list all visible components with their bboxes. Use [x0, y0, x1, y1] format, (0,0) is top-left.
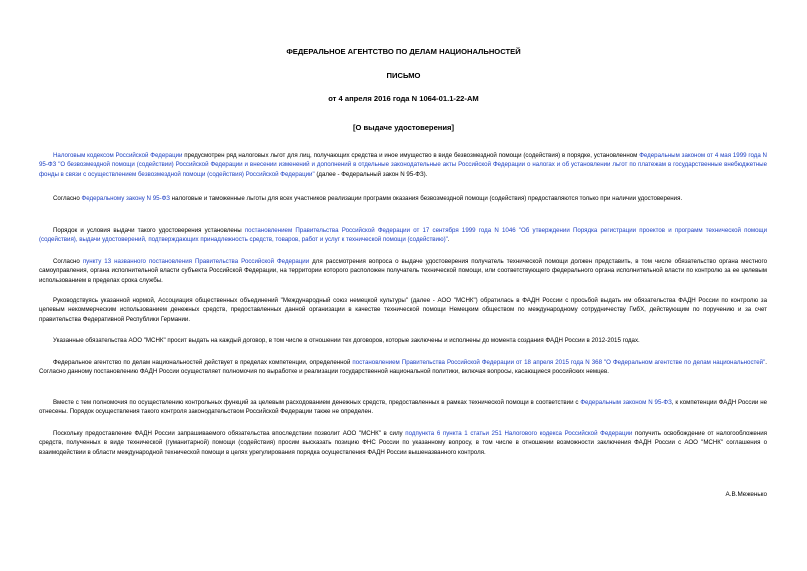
- paragraph-text: Руководствуясь указанной нормой, Ассоциация общественных объединений "Международный союз немецкой культуры" (далее - АОО "МСНК") обратилась в ФАДН России с просьбой выдать им обязательства ФАДН России по контролю за целевым некоммерческим использованием денежных средств, предоставленных данной организации в качестве технической помощи Немецким обществом по международному сотрудничеству ГмбХ, действующим по поручению и за счет правительства Федеративной Республики Германии.: [39, 297, 767, 323]
- paragraph-text: , к компетенции ФАДН России не отнесены. Порядок осуществления такого контроля законодательством Российской Федерации также не определен.: [39, 399, 768, 416]
- link-tax-code[interactable]: Налоговым кодексом Российской Федерации: [53, 152, 183, 159]
- paragraph-text: Согласно: [53, 258, 83, 265]
- paragraph-text: для рассмотрения вопроса о выдаче удостоверения получатель технической помощи должен представить, в том числе обязательство органа местного самоуправления, органа исполнительной власти субъекта Российской Федерации, на территории которого расположен получатель технической помощи, или соответствующего федерального органа исполнительной власти по контролю за ее целевым использованием в пределах срока службы.: [39, 258, 767, 284]
- document-type: ПИСЬМО: [386, 71, 421, 80]
- paragraph-text: Указанные обязательства АОО "МСНК" просит выдать на каждый договор, в том числе в отношении тех договоров, которые заключены и исполнены до момента создания ФАДН России в 2012-2015 годах.: [53, 337, 640, 344]
- link-resolution-368[interactable]: постановлением Правительства Российской Федерации от 18 апреля 2015 года N 368 "О Федеральном агентстве по делам национальностей": [352, 359, 766, 366]
- paragraph-7: [39, 358, 767, 377]
- paragraph-3: [39, 226, 767, 245]
- paragraph-text: Порядок и условия выдачи такого удостоверения установлены: [53, 227, 245, 234]
- paragraph-4: [39, 257, 767, 285]
- agency-title: ФЕДЕРАЛЬНОЕ АГЕНТСТВО ПО ДЕЛАМ НАЦИОНАЛЬНОСТЕЙ: [286, 47, 521, 56]
- paragraph-9: [39, 429, 767, 457]
- paragraph-2: [39, 194, 767, 203]
- signature: А.В.Меженько: [725, 491, 767, 498]
- link-resolution-point-13[interactable]: пункту 13 названного постановления Правительства Российской Федерации: [82, 258, 310, 265]
- document-date-number: от 4 апреля 2016 года N 1064-01.1-22-АМ: [328, 94, 479, 103]
- paragraph-text: предусмотрен ряд налоговых льгот для лиц, получающих средства и иное имущество в виде безвозмездной помощи (содействия) в порядке, установленном: [182, 152, 640, 159]
- link-federal-law-95fz[interactable]: Федеральным законом N 95-ФЗ: [580, 399, 672, 406]
- paragraph-text: Поскольку предоставление ФАДН России запрашиваемого обязательства впоследствии позволит АОО "МСНК" в силу: [53, 430, 406, 437]
- paragraph-5: [39, 296, 767, 324]
- paragraph-text: . Согласно данному постановлению ФАДН России осуществляет полномочия по выработке и реализации государственной национальной политики, включая вопросы, касающиеся российских немцев.: [39, 359, 768, 376]
- link-federal-law-95fz[interactable]: Федеральным законом от 4 мая 1999 года N 95-ФЗ "О безвозмездной помощи (содействии) Российской Федерации и внесении изменений и дополнений в отдельные законодательные акты Российской Федерации о налогах и об установлении льгот по платежам в государственные внебюджетные фонды в связи с осуществлением безвозмездной помощи (содействия) Российской Федерации": [39, 152, 767, 178]
- paragraph-text: Согласно: [53, 195, 82, 202]
- paragraph-8: [39, 398, 767, 417]
- paragraph-text: Федеральное агентство по делам национальностей действует в пределах компетенции, определенной: [53, 359, 353, 366]
- paragraph-1: [39, 151, 767, 179]
- paragraph-text: (далее - Федеральный закон N 95-ФЗ).: [314, 170, 428, 178]
- link-tax-code-article-251[interactable]: подпункта 6 пункта 1 статьи 251 Налогового кодекса Российской Федерации: [405, 430, 633, 437]
- link-federal-law-95fz[interactable]: Федеральному закону N 95-ФЗ: [81, 195, 170, 202]
- paragraph-6: [39, 336, 767, 345]
- document-subject: [О выдаче удостоверения]: [352, 123, 455, 132]
- link-resolution-1046[interactable]: постановлением Правительства Российской Федерации от 17 сентября 1999 года N 1046 "Об утверждении Порядка регистрации проектов и программ технической помощи (содействия), выдачи удостоверений, подтверждающих принадлежность средств, товаров, работ и услуг к технической помощи (содействию)": [39, 227, 767, 244]
- paragraph-text: Вместе с тем полномочия по осуществлению контрольных функций за целевым расходованием денежных средств, предоставленных в рамках технической помощи в соответствии с: [53, 399, 581, 406]
- paragraph-text: получить освобождение от налогообложения средств, полученных в виде технической (гуманитарной) помощи (содействия) просим высказать позицию ФНС России по указанному вопросу, в том числе в отношении возможности заключения ФАДН России с АОО "МСНК" соглашения о взаимодействии в области международной технической помощи в целях урегулирования порядка осуществления ФАДН России вышеназванного контроля.: [39, 430, 767, 456]
- paragraph-text: .: [447, 236, 450, 244]
- paragraph-text: налоговые и таможенные льготы для всех участников реализации программ оказания безвозмездной помощи (содействия) предоставляются только при наличии удостоверения.: [169, 195, 683, 202]
